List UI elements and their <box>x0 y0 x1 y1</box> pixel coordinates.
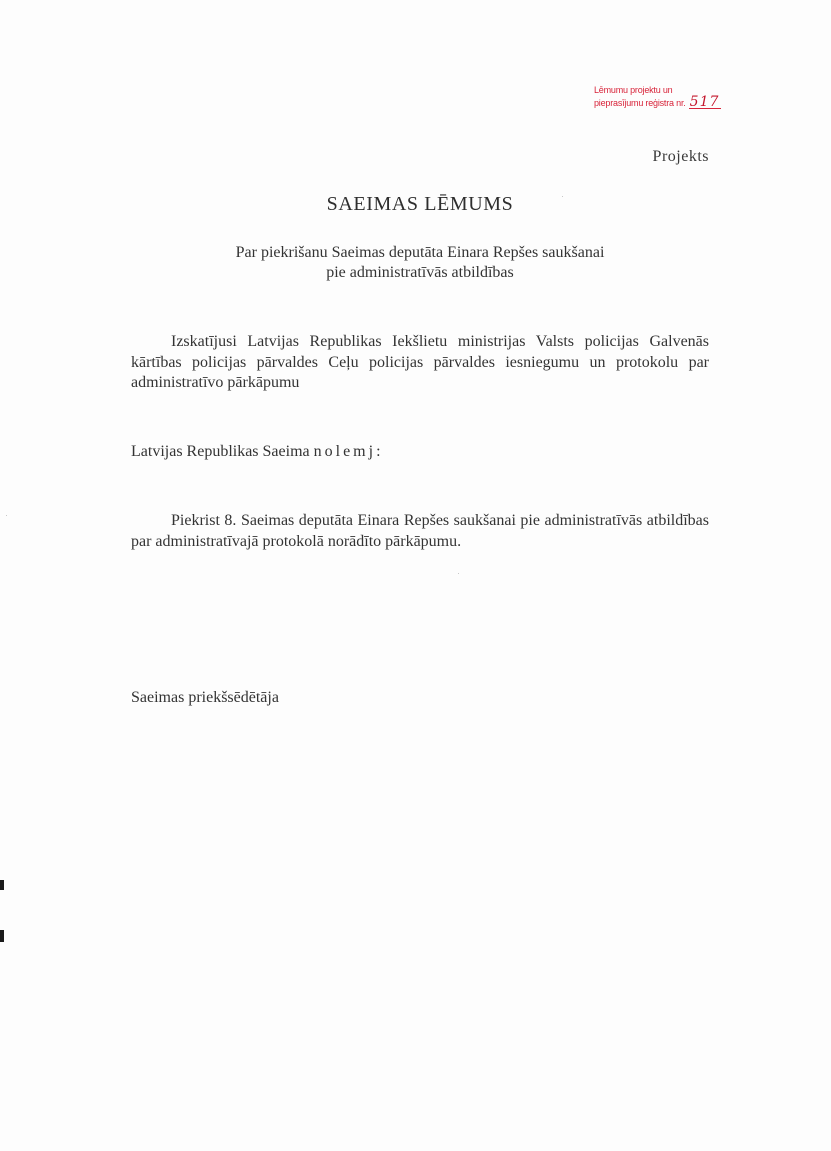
scan-dust <box>562 196 563 197</box>
paragraph-decides <box>131 442 709 463</box>
draft-label: Projekts <box>652 148 709 165</box>
subtitle-line-2: pie administratīvās atbildības <box>326 264 514 281</box>
paragraph-decides-spaced: nolemj: <box>313 443 384 460</box>
scan-dust <box>458 573 459 574</box>
paragraph-decides-prefix: Latvijas Republikas Saeima <box>131 443 310 460</box>
document-title: SAEIMAS LĒMUMS <box>326 193 514 215</box>
paragraph-resolution <box>131 511 709 552</box>
paragraph-considered-text: Izskatījusi Latvijas Republikas Iekšlietu ministrijas Valsts policijas Galvenās kārtības policijas pārvaldes Ceļu policijas pārvaldes iesniegumu un protokolu par administratīvo pārkāpumu <box>131 333 709 391</box>
scan-edge-mark <box>0 930 4 942</box>
stamp-line-1: Lēmumu projektu un <box>594 85 673 95</box>
subtitle-line-1: Par piekrišanu Saeimas deputāta Einara Repšes saukšanai <box>235 244 605 261</box>
stamp-registry-number: 517 <box>689 94 720 110</box>
document-subtitle <box>0 243 831 283</box>
scan-edge-mark <box>0 880 4 890</box>
paragraph-considered <box>131 332 709 394</box>
stamp-line-2: pieprasījumu reģistra nr. <box>594 98 686 108</box>
paragraph-resolution-text: Piekrist 8. Saeimas deputāta Einara Repšes saukšanai pie administratīvās atbildības par administratīvajā protokolā norādīto pārkāpumu. <box>131 512 709 550</box>
scan-dust <box>6 515 7 516</box>
registry-stamp <box>594 85 744 109</box>
signature-title: Saeimas priekšsēdētāja <box>131 689 279 706</box>
stamp-line-2-row <box>594 96 744 109</box>
